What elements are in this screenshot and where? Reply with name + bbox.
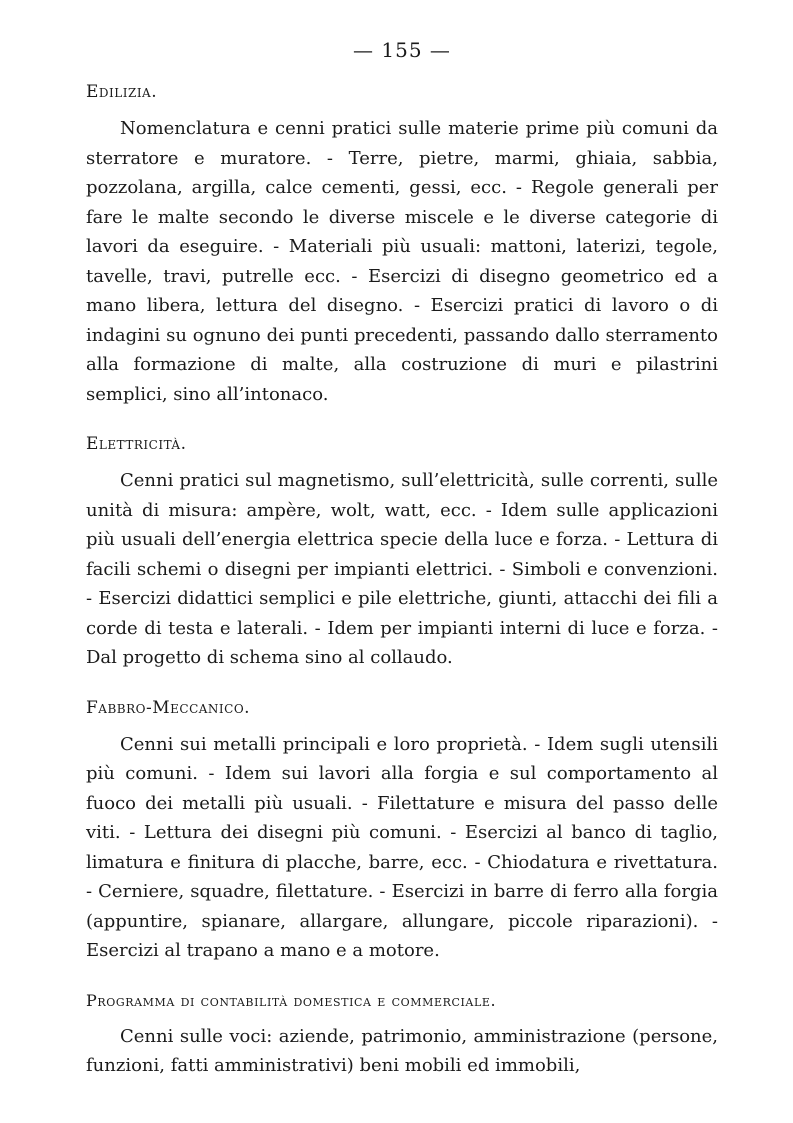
- section-heading-edilizia: Edilizia.: [86, 82, 158, 102]
- section-heading-fabbro-meccanico: Fabbro-Meccanico.: [86, 697, 251, 718]
- section-body-contabilita: Cenni sulle voci: aziende, patrimonio, amministrazione (persone, funzioni, fatti amministrativi) beni mobili ed immobili,: [86, 1025, 718, 1076]
- section-heading-contabilita: Programma di contabilità domestica e commerciale.: [86, 990, 497, 1010]
- book-page: [86, 38, 718, 1081]
- section-body-elettricita: Cenni pratici sul magnetismo, sull’elettricità, sulle correnti, sulle unità di misura: ampère, wolt, watt, ecc. - Idem sulle applicazioni più usuali dell’energia elettrica specie della luce e forza. - Lettura di facili schemi o disegni per impianti elettrici. - Simboli e convenzioni. - Esercizi didattici semplici e pile elettriche, giunti, attacchi dei fili a corde di testa e laterali. - Idem per impianti interni di luce e forza. - Dal progetto di schema sino al collaudo.: [86, 470, 718, 668]
- section-body-fabbro-meccanico: Cenni sui metalli principali e loro proprietà. - Idem sugli utensili più comuni. - Idem sui lavori alla forgia e sul comportamento al fuoco dei metalli più usuali. - Filettature e misura del passo delle viti. - Lettura dei disegni più comuni. - Esercizi al banco di taglio, limatura e finitura di placche, barre, ecc. - Chiodatura e rivettatura. - Cerniere, squadre, filettature. - Esercizi in barre di ferro alla forgia (appuntire, spianare, allargare, allungare, piccole riparazioni). - Esercizi al trapano a mano e a motore.: [86, 733, 718, 961]
- section-heading-elettricita: Elettricità.: [86, 434, 187, 454]
- page-number: — 155 —: [353, 38, 451, 62]
- section-body-edilizia: Nomenclatura e cenni pratici sulle materie prime più comuni da sterratore e muratore. - Terre, pietre, marmi, ghiaia, sabbia, pozzolana, argilla, calce cementi, gessi, ecc. - Regole generali per fare le malte secondo le diverse miscele e le diverse categorie di lavori da eseguire. - Materiali più usuali: mattoni, laterizi, tegole, tavelle, travi, putrelle ecc. - Esercizi di disegno geometrico ed a mano libera, lettura del disegno. - Esercizi pratici di lavoro o di indagini su ognuno dei punti precedenti, passando dallo sterramento alla formazione di malte, alla costruzione di muri e pilastrini semplici, sino all’intonaco.: [86, 118, 718, 405]
